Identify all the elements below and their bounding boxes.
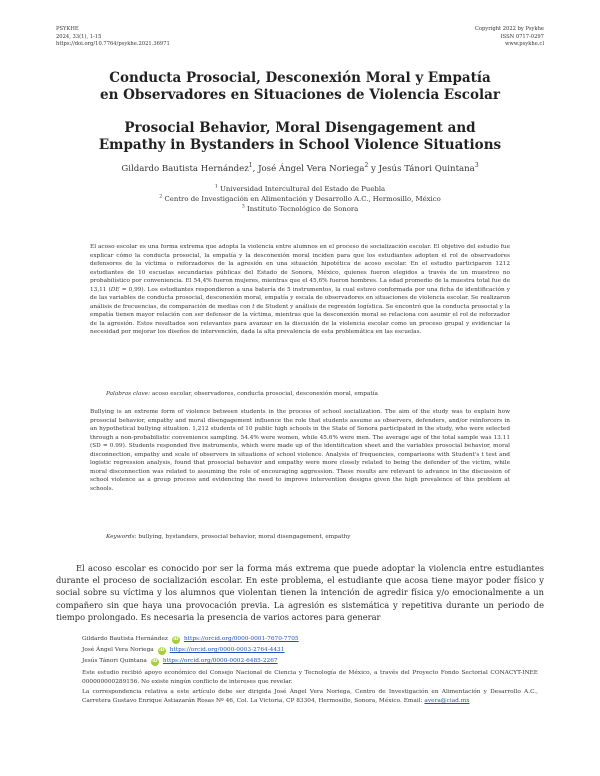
affiliation — [56, 204, 544, 214]
author-separator: y — [368, 164, 379, 174]
body-paragraph: El acoso escolar es conocido por ser la forma más extrema que puede adoptar la violencia entre estudiantes durante el proceso de socialización escolar. En este problema, el estudiante que acosa tiene mayor poder físico y social sobre su víctima y los alumnos que violentan tienen la intención de agredir física y/o emocionalmente a un compañero sin que haya una provocación previa. La agresión es sistemática y repetitiva durante un periodo de tiempo prolongado. Es necesaria la presencia de varios actores para generar — [56, 563, 544, 622]
author-name: Gildardo Bautista Hernández — [121, 164, 249, 174]
keywords-text: bullying, bystanders, prosocial behavior, moral disengagement, empathy — [138, 534, 351, 540]
footnotes — [82, 634, 538, 705]
orcid-author-name: Gildardo Bautista Hernández — [82, 636, 168, 643]
affiliation-text: Universidad Intercultural del Estado de Puebla — [220, 185, 386, 193]
abstract-spanish-text: de Student y análisis de regresión logística. Se encontró que la conducta prosocial y la empatía tienen mayor relación con ser defensor de la víctima, mientras que la desconexión moral se relaciona con asumir el rol de reforzador de la agresión. Estos resultados son relevantes para avanzar en la discusión de la violencia escolar como un proceso grupal y evidenciar la necesidad por mejorar los diseños de intervención, dada la alta prevalencia de esta problemática en las escuelas. — [90, 303, 511, 335]
orcid-icon[interactable]: iD — [152, 658, 158, 664]
affiliation-text: Instituto Tecnológico de Sonora — [247, 205, 359, 213]
orcid-author-name: José Ángel Vera Noriega — [82, 647, 154, 654]
journal-website[interactable]: www.psykhe.cl — [504, 41, 544, 48]
orcid-row — [82, 634, 538, 645]
funding-note: Este estudio recibió apoyo económico del Consejo Nacional de Ciencia y Tecnología de México, a través del Proyecto Fondo Sectorial CONACYT-INEE 000000000289156. No existe ningún conflicto de intereses que revelar. — [82, 670, 538, 685]
author-separator: , — [252, 164, 259, 174]
journal-name: PSYKHE — [56, 26, 79, 32]
author-sup: 2 — [364, 162, 369, 170]
email-link[interactable]: avera@ciad.mx — [424, 697, 470, 704]
affiliation-list — [56, 184, 544, 214]
correspondence-text: La correspondencia relativa a este artículo debe ser dirigida José Ángel Vera Noriega, Centro de Investigación en Alimentación y Desarrollo A.C., Carretera Gustavo Enrique Astiazarán Rosas Nº 46, Col. La Victoria, CP 83304, Hermosillo, Sonora, México. Email: — [82, 689, 538, 704]
orcid-icon[interactable]: iD — [173, 636, 179, 642]
abstract-spanish — [90, 243, 510, 337]
author-sup: 3 — [474, 162, 479, 170]
title-english-line-1: Prosocial Behavior, Moral Disengagement and — [124, 120, 476, 136]
orcid-author-name: Jesús Tánori Quintana — [82, 658, 147, 665]
abstract-spanish-text: El acoso escolar es una forma extrema que adopta la violencia entre alumnos en el proceso de socialización escolar. El objetivo del estudio fue explicar cómo la conducta prosocial, la empatía y la desconexión moral inciden para que los estudiantes adopten el rol de observadores defensores de la víctima o reforzadores de la agresión en una situación hipotética de acoso escolar. En el estudio participaron 1212 estudiantes de 10 escuelas secundarias públicas del Estado de Sonora, México, quienes fueron elegidos a través de un muestreo no probabilístico por conveniencia. El 54,4% fueron mujeres, mientras que el 45,6% fueron hombres. La edad promedio de la muestra total fue de 13,11 ( — [90, 244, 510, 293]
author-name: Jesús Tánori Quintana — [378, 164, 475, 174]
keywords-spanish — [106, 391, 506, 397]
orcid-row — [82, 656, 538, 667]
orcid-icon[interactable]: iD — [159, 647, 165, 653]
title-english-line-2: Empathy in Bystanders in School Violence Situations — [98, 137, 502, 153]
affiliation-text: Centro de Investigación en Alimentación y Desarrollo A.C., Hermosillo, México — [164, 195, 441, 203]
orcid-link[interactable]: https://orcid.org/0000-0001-7670-7705 — [183, 636, 299, 643]
affiliation-sup: 3 — [241, 204, 245, 210]
title-spanish-line-2: en Observadores en Situaciones de Violencia Escolar — [99, 87, 500, 103]
journal-header-right — [475, 26, 544, 49]
affiliation-sup: 2 — [159, 194, 163, 200]
orcid-row — [82, 645, 538, 656]
keywords-label: Palabras clave: — [106, 391, 151, 397]
keywords-english — [106, 534, 506, 540]
correspondence-note — [82, 688, 538, 705]
abstract-t-label: t — [252, 303, 255, 310]
abstract-english: Bullying is an extreme form of violence between students in the process of school socialization. The aim of the study was to explain how prosocial behavior, empathy and moral disengagement influence the role that students assume as observers, defenders, and/or reinforcers in an hypothetical bullying situation. 1,212 students of 10 public high schools in the State of Sonora participated in the study, who were selected through a non-probabilistic convenience sampling. 54.4% were women, while 45.6% were men. The average age of the total sample was 13.11 (SD = 0.99). Students responded five instruments, which were made up of the identification sheet and the variables prosocial behavior, moral disconnection, empathy and scale of observers in situations of school violence. Analysis of frequencies, comparisons with Student's t test and logistic regression analysis, found that prosocial behavior and empathy were more closely related to being the defender of the victim, while moral disconnection was related to assuming the role of encouraging aggression. These results are relevant to advance in the discussion of school violence as a group process and evidencing the need to improve intervention designs given the high prevalence of this problem at schools. — [90, 409, 510, 492]
keywords-label: Keywords: — [106, 534, 137, 540]
issn-line: ISSN 0717-0297 — [500, 33, 544, 40]
copyright-line: Copyright 2022 by Psykhe — [474, 26, 544, 32]
journal-doi[interactable]: https://doi.org/10.7764/psykhe.2021.36971 — [56, 41, 170, 48]
author-name: José Ángel Vera Noriega — [258, 164, 365, 174]
title-spanish-line-1: Conducta Prosocial, Desconexión Moral y Empatía — [109, 70, 491, 86]
affiliation-sup: 1 — [214, 184, 218, 190]
journal-volume: 2024, 33(1), 1-15 — [56, 33, 102, 40]
title-spanish — [56, 70, 544, 104]
abstract-de-label: DE — [110, 286, 120, 293]
orcid-link[interactable]: https://orcid.org/0000-0003-2764-4431 — [169, 647, 285, 654]
journal-header-left — [56, 26, 170, 49]
author-sup: 1 — [248, 162, 253, 170]
affiliation — [56, 194, 544, 204]
affiliation — [56, 184, 544, 194]
orcid-link[interactable]: https://orcid.org/0000-0002-6485-2267 — [162, 658, 278, 665]
body-text — [56, 562, 544, 623]
author-list — [56, 164, 544, 174]
keywords-text: acoso escolar, observadores, conducta prosocial, desconexión moral, empatía — [151, 391, 378, 397]
abstract-spanish-text: = 0,99). Los estudiantes respondieron a una batería de 5 instrumentos, la cual estuvo conformada por una ficha de identificación y de las variables de conducta prosocial, desconexión moral, empatía y escala de observadores en situaciones de violencia escolar. Se realizaron análisis de frecuencias, de comparación de medias con — [90, 286, 510, 310]
title-english — [56, 120, 544, 154]
